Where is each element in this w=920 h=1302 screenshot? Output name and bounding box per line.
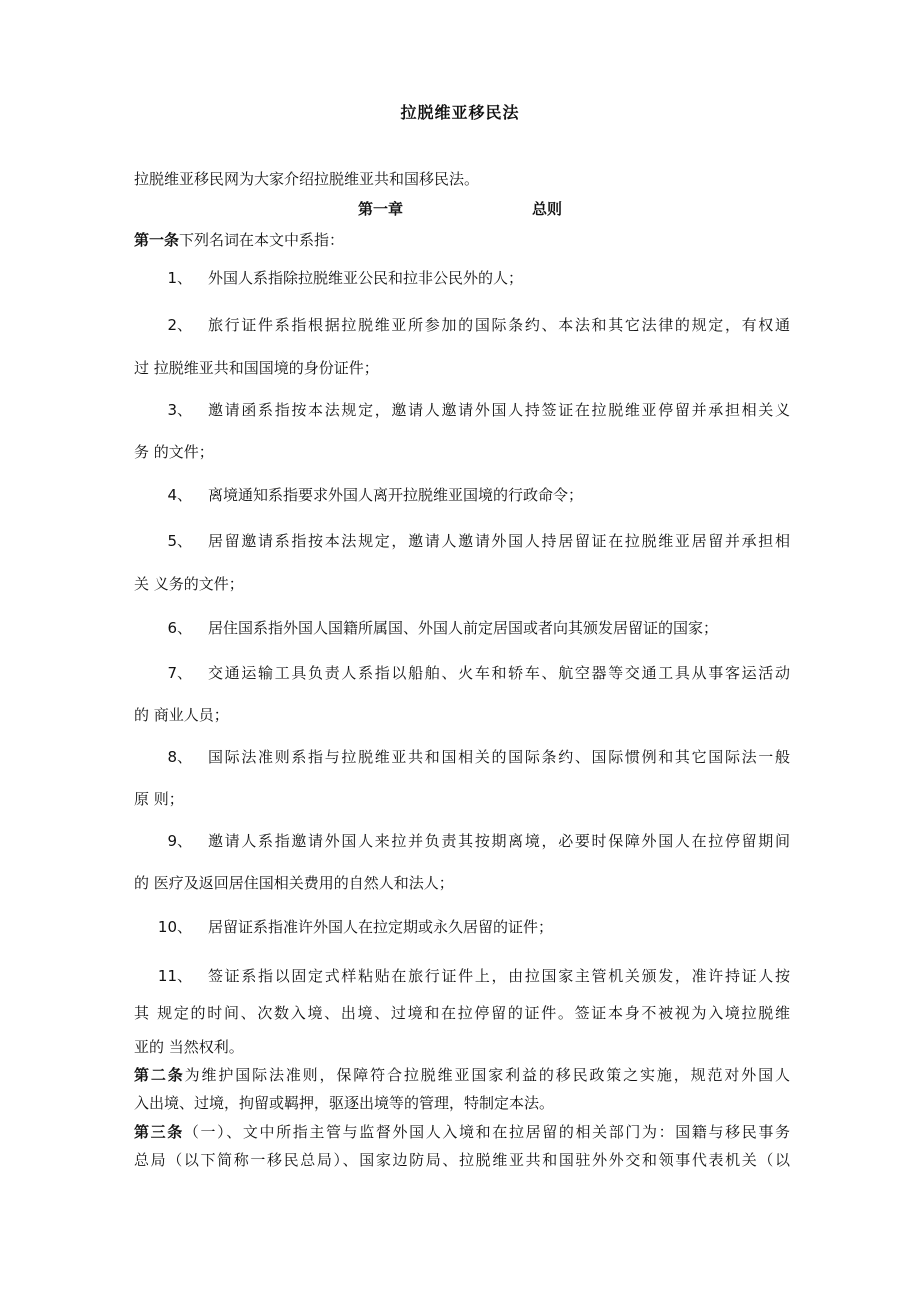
list-item-9-continuation: 的 医疗及返回居住国相关费用的自然人和法人； [134, 874, 454, 892]
list-item-text: 居留证系指准许外国人在拉定期或永久居留的证件； [208, 918, 554, 936]
list-item-number: 10、 [157, 918, 192, 936]
list-item-number: 3、 [167, 401, 192, 419]
article-1 [134, 229, 344, 250]
article-3 [134, 1121, 790, 1142]
list-item-text: 邀请函系指按本法规定，邀请人邀请外国人持签证在拉脱维亚停留并承担相关义 [208, 401, 790, 419]
article-2-continuation: 入出境、过境，拘留或羁押，驱逐出境等的管理，特制定本法。 [134, 1094, 555, 1112]
article-1-label: 第一条 [134, 231, 180, 249]
article-3-continuation: 总局（以下简称一移民总局）、国家边防局、拉脱维亚共和国驻外外交和领事代表机关（以 [134, 1151, 790, 1169]
list-item-number: 8、 [167, 748, 192, 766]
article-2 [134, 1064, 790, 1085]
list-item-text: 交通运输工具负责人系指以船舶、火车和轿车、航空器等交通工具从事客运活动 [208, 664, 790, 682]
list-item-11-continuation-2: 亚的 当然权利。 [134, 1038, 244, 1056]
list-item-number: 5、 [167, 532, 192, 550]
article-2-label: 第二条 [134, 1066, 185, 1084]
list-item-number: 11、 [157, 967, 192, 985]
article-1-text: 下列名词在本文中系指： [179, 231, 345, 249]
chapter-name: 总则 [532, 200, 563, 218]
intro-paragraph: 拉脱维亚移民网为大家介绍拉脱维亚共和国移民法。 [134, 170, 480, 188]
article-3-label: 第三条 [134, 1123, 184, 1141]
list-item-text: 国际法准则系指与拉脱维亚共和国相关的国际条约、国际惯例和其它国际法一般 [208, 748, 790, 766]
document-title: 拉脱维亚移民法 [400, 103, 520, 122]
list-item-2-continuation: 过 拉脱维亚共和国国境的身份证件； [134, 359, 379, 377]
list-item-number: 9、 [167, 832, 192, 850]
list-item-text: 签证系指以固定式样粘贴在旅行证件上，由拉国家主管机关颁发，准许持证人按 [208, 967, 790, 985]
list-item-number: 1、 [167, 269, 192, 287]
list-item-11-continuation: 其 规定的时间、次数入境、出境、过境和在拉停留的证件。签证本身不被视为入境拉脱维 [134, 1004, 790, 1022]
list-item-text: 旅行证件系指根据拉脱维亚所参加的国际条约、本法和其它法律的规定，有权通 [208, 316, 790, 334]
list-item-text: 离境通知系指要求外国人离开拉脱维亚国境的行政命令； [208, 486, 584, 504]
list-item-number: 6、 [167, 619, 192, 637]
list-item-number: 7、 [167, 664, 192, 682]
list-item-5-continuation: 关 义务的文件； [134, 575, 244, 593]
list-item-text: 外国人系指除拉脱维亚公民和拉非公民外的人； [208, 269, 524, 287]
list-item-text: 邀请人系指邀请外国人来拉并负责其按期离境，必要时保障外国人在拉停留期间 [208, 832, 790, 850]
article-2-text: 为维护国际法准则，保障符合拉脱维亚国家利益的移民政策之实施，规范对外国人 [184, 1066, 790, 1084]
list-item-8-continuation: 原 则； [134, 790, 184, 808]
article-3-text: （一）、文中所指主管与监督外国人入境和在拉居留的相关部门为：国籍与移民事务 [183, 1123, 790, 1141]
list-item-7-continuation: 的 商业人员； [134, 706, 229, 724]
list-item-text: 居留邀请系指按本法规定，邀请人邀请外国人持居留证在拉脱维亚居留并承担相 [208, 532, 790, 550]
list-item-text: 居住国系指外国人国籍所属国、外国人前定居国或者向其颁发居留证的国家； [208, 619, 719, 637]
list-item-3-continuation: 务 的文件； [134, 443, 214, 461]
list-item-number: 4、 [167, 486, 192, 504]
list-item-number: 2、 [167, 316, 192, 334]
chapter-number: 第一章 [358, 200, 404, 218]
